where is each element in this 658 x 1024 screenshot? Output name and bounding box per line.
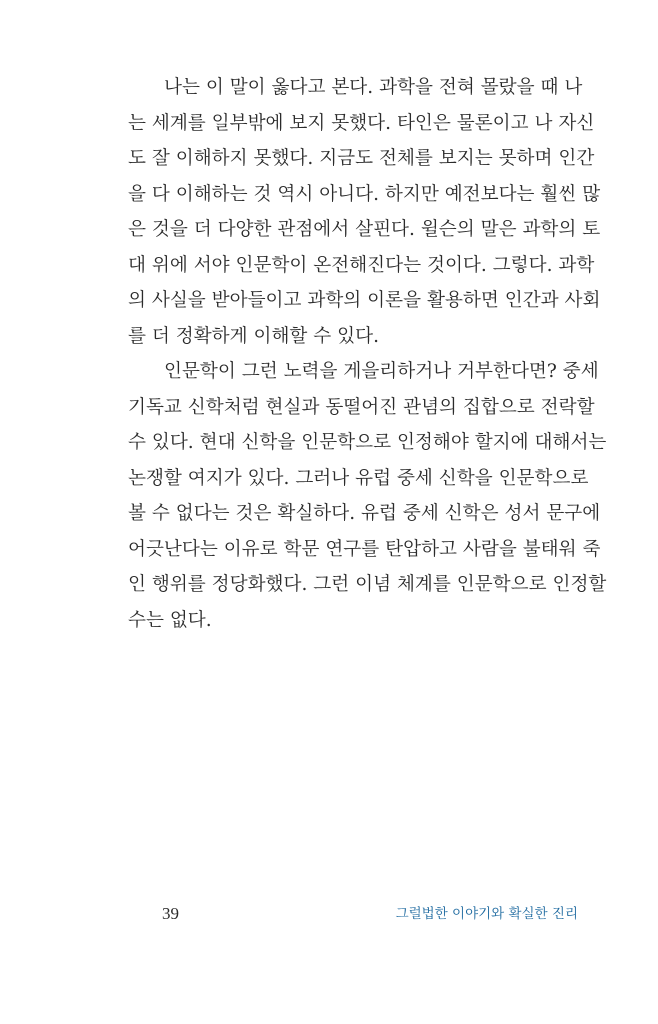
text-line: 수는 없다. xyxy=(128,609,212,631)
text-line: 은 것을 더 다양한 관점에서 살핀다. 윌슨의 말은 과학의 토 xyxy=(128,219,601,240)
text-line: 인 행위를 정당화했다. 그런 이념 체계를 인문학으로 인정할 xyxy=(128,574,607,595)
paragraph-1 xyxy=(128,70,601,354)
text-line: 기독교 신학처럼 현실과 동떨어진 관념의 집합으로 전락할 xyxy=(128,396,595,418)
text-line: 논쟁할 여지가 있다. 그러나 유럽 중세 신학을 인문학으로 xyxy=(128,467,589,489)
text-line: 도 잘 이해하지 못했다. 지금도 전체를 보지는 못하며 인간 xyxy=(128,148,595,169)
text-line: 어긋난다는 이유로 학문 연구를 탄압하고 사람을 불태워 죽 xyxy=(128,538,601,560)
text-line: 나는 이 말이 옳다고 본다. 과학을 전혀 몰랐을 때 나 xyxy=(164,77,583,98)
paragraph-2 xyxy=(128,354,607,638)
text-line: 를 더 정확하게 이해할 수 있다. xyxy=(128,325,380,347)
text-line: 을 다 이해하는 것 역시 아니다. 하지만 예전보다는 훨씬 많 xyxy=(128,183,601,205)
text-line: 는 세계를 일부밖에 보지 못했다. 타인은 물론이고 나 자신 xyxy=(128,112,595,134)
text-line: 볼 수 없다는 것은 확실하다. 유럽 중세 신학은 성서 문구에 xyxy=(128,503,601,524)
text-line: 의 사실을 받아들이고 과학의 이론을 활용하면 인간과 사회 xyxy=(128,290,601,311)
page-number: 39 xyxy=(162,904,179,923)
text-line: 인문학이 그런 노력을 게을리하거나 거부한다면? 중세 xyxy=(164,361,599,382)
text-line: 대 위에 서야 인문학이 온전해진다는 것이다. 그렇다. 과학 xyxy=(128,254,595,276)
running-title: 그럴법한 이야기와 확실한 진리 xyxy=(395,906,578,922)
page-footer xyxy=(128,900,578,928)
text-line: 수 있다. 현대 신학을 인문학으로 인정해야 할지에 대해서는 xyxy=(128,432,607,453)
body-text xyxy=(128,70,607,638)
